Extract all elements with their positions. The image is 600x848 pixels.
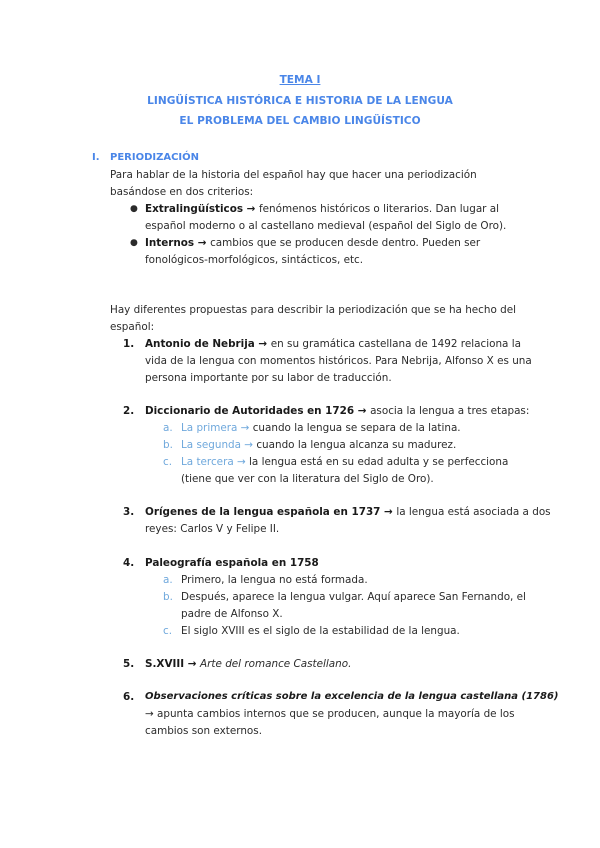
list-item bbox=[145, 337, 521, 351]
sub-item bbox=[181, 438, 456, 452]
sub-letter: a. bbox=[163, 574, 173, 586]
paragraph-line: Hay diferentes propuestas para describir la periodización que se ha hecho del bbox=[110, 304, 517, 316]
arrow: → bbox=[254, 338, 271, 350]
list-item bbox=[145, 657, 351, 671]
item-title: Antonio de Nebrija bbox=[145, 338, 255, 350]
paragraph-line: fonológicos-morfológicos, sintácticos, etc. bbox=[145, 254, 364, 266]
paragraph-line: cambios son externos. bbox=[145, 725, 262, 737]
list-number: 2. bbox=[123, 405, 135, 417]
list-item bbox=[145, 236, 480, 250]
sub-letter: a. bbox=[163, 422, 173, 434]
sub-label: La segunda → bbox=[181, 439, 254, 451]
paragraph-line: basándose en dos criterios: bbox=[110, 186, 254, 198]
bullet-icon: ● bbox=[130, 204, 138, 214]
italic-work-title: Arte del romance Castellano. bbox=[200, 658, 352, 670]
sub-item: Primero, la lengua no está formada. bbox=[181, 574, 368, 586]
list-item bbox=[145, 404, 529, 418]
paragraph-line: reyes: Carlos V y Felipe II. bbox=[145, 523, 280, 535]
arrow: → bbox=[243, 203, 259, 215]
page-title: LINGÜÍSTICA HISTÓRICA E HISTORIA DE LA LENGUA bbox=[147, 95, 453, 107]
sub-letter: b. bbox=[163, 439, 173, 451]
paragraph-line: padre de Alfonso X. bbox=[181, 608, 283, 620]
sub-text: la lengua está en su edad adulta y se perfecciona bbox=[245, 456, 509, 468]
section-title: PERIODIZACIÓN bbox=[110, 152, 200, 163]
bullet-icon: ● bbox=[130, 238, 138, 248]
item-title: Paleografía española en 1758 bbox=[145, 557, 319, 569]
item-text: en su gramática castellana de 1492 relaciona la bbox=[270, 338, 521, 350]
item-text: la lengua está asociada a dos bbox=[396, 506, 551, 518]
list-item bbox=[145, 505, 551, 519]
list-number: 4. bbox=[123, 557, 135, 569]
paragraph-line: → apunta cambios internos que se producen, aunque la mayoría de los bbox=[145, 708, 515, 720]
paragraph-line: español moderno o al castellano medieval (español del Siglo de Oro). bbox=[145, 220, 507, 232]
bullet-text: fenómenos históricos o literarios. Dan lugar al bbox=[258, 203, 500, 215]
arrow: → bbox=[354, 405, 371, 417]
sub-label: La tercera → bbox=[181, 456, 246, 468]
topic-label: TEMA I bbox=[279, 74, 321, 86]
sub-item bbox=[181, 455, 508, 469]
arrow: → bbox=[184, 658, 201, 670]
sub-text: cuando la lengua se separa de la latina. bbox=[249, 422, 461, 434]
item-text: asocia la lengua a tres etapas: bbox=[370, 405, 530, 417]
sub-letter: c. bbox=[163, 456, 173, 468]
sub-item bbox=[181, 421, 461, 435]
sub-label: La primera → bbox=[181, 422, 250, 434]
sub-letter: b. bbox=[163, 591, 173, 603]
arrow: → bbox=[380, 506, 397, 518]
paragraph-line: vida de la lengua con momentos históricos. Para Nebrija, Alfonso X es una bbox=[145, 355, 532, 367]
sub-text: cuando la lengua alcanza su madurez. bbox=[253, 439, 457, 451]
item-title: Orígenes de la lengua española en 1737 bbox=[145, 506, 381, 518]
arrow: → bbox=[194, 237, 211, 249]
page-subtitle: EL PROBLEMA DEL CAMBIO LINGÜÍSTICO bbox=[179, 115, 421, 127]
sub-item: Después, aparece la lengua vulgar. Aquí aparece San Fernando, el bbox=[181, 591, 526, 603]
paragraph-line: español: bbox=[110, 321, 155, 333]
paragraph-line: Para hablar de la historia del español hay que hacer una periodización bbox=[110, 169, 477, 181]
bullet-term: Internos bbox=[145, 237, 195, 249]
list-number: 6. bbox=[123, 691, 135, 703]
paragraph-line: (tiene que ver con la literatura del Siglo de Oro). bbox=[181, 473, 434, 485]
paragraph-line: persona importante por su labor de traducción. bbox=[145, 372, 392, 384]
item-title: Diccionario de Autoridades en 1726 bbox=[145, 405, 355, 417]
bullet-term: Extralingüísticos bbox=[145, 203, 244, 215]
sub-letter: c. bbox=[163, 625, 173, 637]
item-title: Observaciones críticas sobre la excelencia de la lengua castellana (1786) bbox=[145, 691, 559, 702]
list-number: 5. bbox=[123, 658, 135, 670]
sub-item: El siglo XVIII es el siglo de la estabilidad de la lengua. bbox=[181, 625, 460, 637]
item-title: S.XVIII bbox=[145, 658, 185, 670]
bullet-text: cambios que se producen desde dentro. Pueden ser bbox=[210, 237, 481, 249]
list-number: 1. bbox=[123, 338, 135, 350]
section-marker: I. bbox=[92, 152, 100, 163]
list-item bbox=[145, 202, 499, 216]
list-number: 3. bbox=[123, 506, 135, 518]
